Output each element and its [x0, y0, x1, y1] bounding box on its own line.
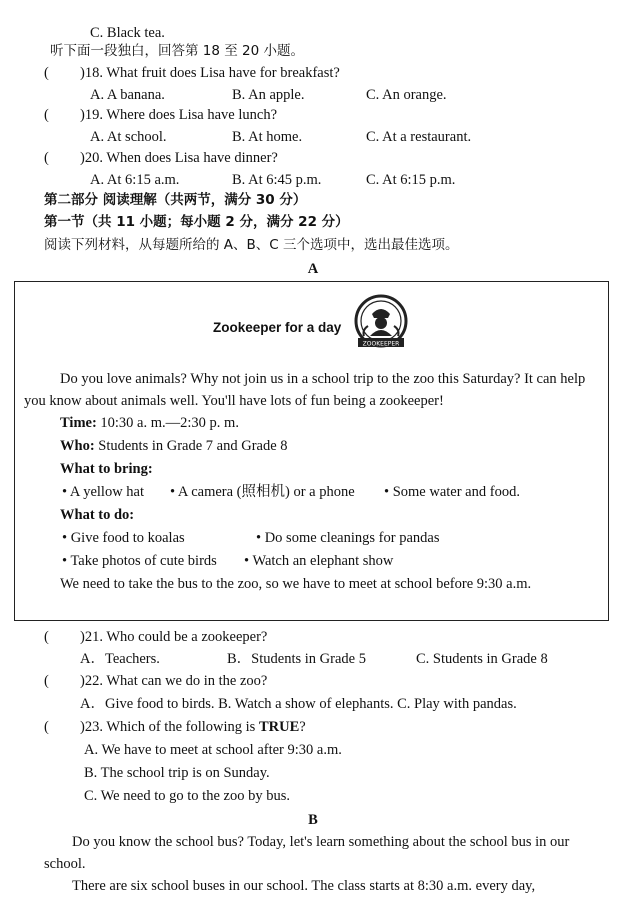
part2-heading: 第二部分 阅读理解（共两节，满分 30 分）	[44, 192, 307, 208]
prev-option-c: C. Black tea.	[90, 25, 165, 41]
q23-option-a[interactable]: A. We have to meet at school after 9:30 a.m.	[84, 742, 342, 758]
q20-option-a[interactable]: A. At 6:15 a.m.	[90, 172, 180, 188]
logo-text: ZOOKEEPER	[362, 340, 400, 348]
q21-paren: (	[44, 629, 49, 645]
q18-option-b[interactable]: B. An apple.	[232, 87, 305, 103]
passage-a-title: Zookeeper for a day	[213, 320, 342, 335]
q19-option-a[interactable]: A. At school.	[90, 129, 167, 145]
who-line	[60, 436, 288, 456]
q21-option-b[interactable]: B．Students in Grade 5	[227, 651, 366, 667]
q20-stem: )20. When does Lisa have dinner?	[80, 150, 278, 166]
do-item-elephant: • Watch an elephant show	[244, 553, 394, 569]
q20-paren: (	[44, 150, 49, 166]
q21-stem: )21. Who could be a zookeeper?	[80, 629, 268, 645]
q23-stem	[80, 717, 306, 737]
do-label: What to do:	[60, 507, 135, 523]
q19-option-c[interactable]: C. At a restaurant.	[366, 129, 472, 145]
passage-b-para2: There are six school buses in our school. The class starts at 8:30 a.m. every day,	[72, 878, 536, 894]
do-item-koalas: • Give food to koalas	[62, 530, 185, 546]
q18-paren: (	[44, 65, 49, 81]
q23-option-b[interactable]: B. The school trip is on Sunday.	[84, 765, 270, 781]
q22-options[interactable]: A．Give food to birds. B. Watch a show of elephants. C. Play with pandas.	[80, 696, 517, 712]
bring-item-water: • Some water and food.	[384, 484, 520, 500]
q21-option-c[interactable]: C. Students in Grade 8	[416, 651, 548, 667]
reading-instruction: 阅读下列材料，从每题所给的 A、B、C 三个选项中，选出最佳选项。	[44, 237, 459, 253]
q18-option-c[interactable]: C. An orange.	[366, 87, 447, 103]
passage-a-letter: A	[307, 261, 319, 277]
q23-option-c[interactable]: C. We need to go to the zoo by bus.	[84, 788, 290, 804]
bring-item-hat: • A yellow hat	[62, 484, 145, 500]
q22-stem: )22. What can we do in the zoo?	[80, 673, 268, 689]
do-item-pandas: • Do some cleanings for pandas	[256, 530, 440, 546]
q19-stem: )19. Where does Lisa have lunch?	[80, 107, 278, 123]
zookeeper-logo	[350, 292, 412, 354]
time-label: Time:	[60, 415, 97, 431]
do-item-birds: • Take photos of cute birds	[62, 553, 217, 569]
q23-stem-true: TRUE	[258, 719, 300, 735]
passage-a-intro: Do you love animals? Why not join us in a school trip to the zoo this Saturday? It can help you know about animals well. You'll have lots of fun being a zookeeper!	[24, 371, 586, 409]
q22-paren: (	[44, 673, 49, 689]
q23-stem-start: )23. Which of the following is	[80, 719, 259, 735]
bring-item-camera: • A camera (照相机) or a phone	[170, 484, 355, 500]
passage-b-letter: B	[308, 812, 318, 828]
q18-stem: )18. What fruit does Lisa have for breakfast?	[80, 65, 340, 81]
q23-paren: (	[44, 719, 49, 735]
q19-paren: (	[44, 107, 49, 123]
q19-option-b[interactable]: B. At home.	[232, 129, 303, 145]
q20-option-b[interactable]: B. At 6:45 p.m.	[232, 172, 322, 188]
section1-heading: 第一节（共 11 小题；每小题 2 分，满分 22 分）	[44, 214, 349, 230]
who-label: Who:	[60, 438, 95, 454]
time-line	[60, 413, 239, 433]
who-value: Students in Grade 7 and Grade 8	[94, 438, 288, 454]
listening-instruction: 听下面一段独白，回答第 18 至 20 小题。	[50, 43, 305, 59]
bring-label: What to bring:	[60, 461, 153, 477]
q21-option-a[interactable]: A．Teachers.	[80, 651, 160, 667]
q20-option-c[interactable]: C. At 6:15 p.m.	[366, 172, 456, 188]
time-value: 10:30 a. m.—2:30 p. m.	[96, 415, 239, 431]
q18-option-a[interactable]: A. A banana.	[90, 87, 165, 103]
passage-b-para1: Do you know the school bus? Today, let's learn something about the school bus in our school.	[44, 834, 570, 872]
q23-stem-end: ?	[299, 719, 306, 735]
passage-a-closing: We need to take the bus to the zoo, so we have to meet at school before 9:30 a.m.	[60, 576, 532, 592]
